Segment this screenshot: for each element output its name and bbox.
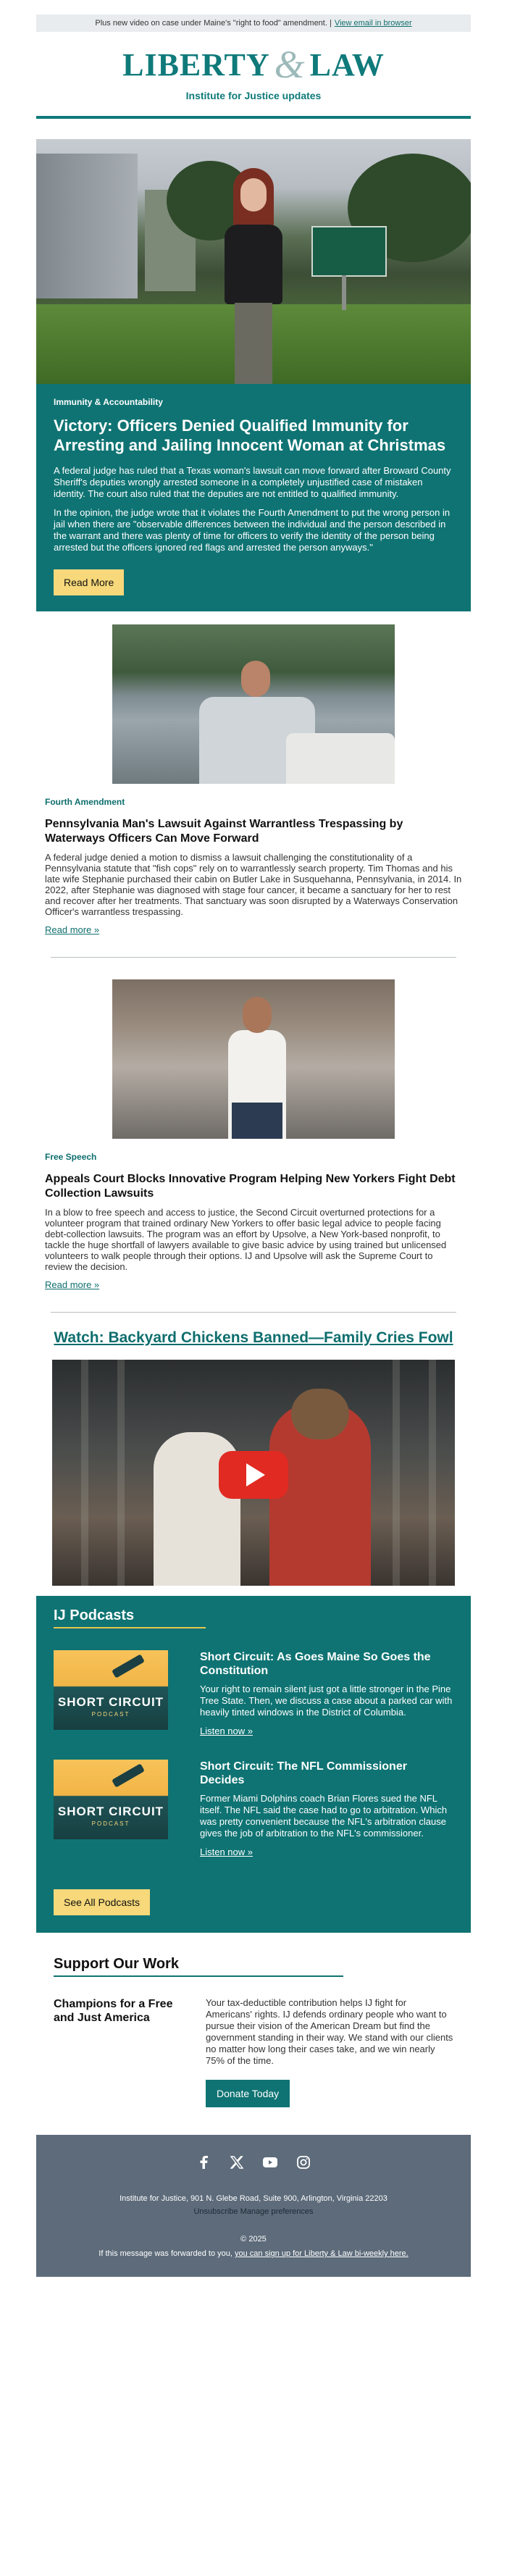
article-1-title[interactable]: Pennsylvania Man's Lawsuit Against Warrantless Trespassing by Waterways Officers Can Move Forward [45,818,403,845]
hero-title[interactable]: Victory: Officers Denied Qualified Immunity for Arresting and Jailing Innocent Woman at Christmas [54,417,446,454]
social-links [51,2155,456,2170]
facebook-icon[interactable] [196,2155,211,2170]
article-fourth-amendment [36,611,471,937]
donate-today-button[interactable]: Donate Today [206,2080,290,2107]
podcast-thumb-title: SHORT CIRCUIT [57,1695,164,1709]
podcasts-heading-underline [54,1627,206,1628]
preheader-text: Plus new video on case under Maine's "right to food" amendment. | [95,19,332,28]
article-2-image[interactable] [112,979,395,1139]
podcast-2-title[interactable]: Short Circuit: The NFL Commissioner Decides [200,1760,407,1786]
article-free-speech [36,958,471,1292]
article-1-man-head [241,661,270,697]
x-icon[interactable] [230,2155,244,2170]
podcast-thumb-subtitle: PODCAST [91,1820,130,1827]
video-person-right-head [291,1389,349,1439]
article-1-boat [286,733,395,784]
podcast-item [54,1650,453,1738]
logo-subtitle: Institute for Justice updates [185,90,322,101]
podcast-item [54,1760,453,1859]
newsletter-header [36,32,471,109]
logo-liberty: LIBERTY [122,46,270,83]
support-section [36,1956,471,2129]
logo-law: LAW [309,46,385,83]
view-in-browser-link[interactable]: View email in browser [334,19,412,28]
liberty-law-logo[interactable] [36,42,471,87]
hero-image[interactable] [36,139,471,384]
article-2-title[interactable]: Appeals Court Blocks Innovative Program Helping New Yorkers Fight Debt Collection Lawsuits [45,1173,456,1200]
youtube-icon[interactable] [263,2155,277,2170]
article-2-man-head [243,997,272,1033]
short-circuit-podcast-thumb[interactable] [54,1760,168,1839]
hero-read-more-button[interactable]: Read More [54,569,124,595]
unsubscribe-link[interactable]: Unsubscribe [193,2207,238,2216]
forward-prefix: If this message was forwarded to you, [99,2249,232,2258]
article-2-read-more-link[interactable]: Read more » [45,1279,100,1290]
manage-preferences-link[interactable]: Manage preferences [240,2207,314,2216]
support-body: Your tax-deductible contribution helps IJ fight for Americans' rights. IJ defends ordinary people who want to pursue their vision of the American Dream but find the government standing in their way. We stand with our clients no matter how long their cases take, and we win nearly 75% of the time. [206,1997,453,2066]
support-heading-underline [54,1975,343,1977]
footer-links [51,2207,456,2216]
podcast-1-description: Your right to remain silent just got a little stronger in the Pine Tree State. Then, we discuss a case about a parked car with heavily tinted windows in the District of Columbia. [200,1684,453,1718]
hero-building [36,154,138,298]
hero-tag: Immunity & Accountability [54,397,163,407]
signup-link[interactable]: you can sign up for Liberty & Law bi-weekly here. [235,2249,408,2258]
header-divider [36,116,471,119]
podcast-thumb-subtitle: PODCAST [91,1711,130,1718]
podcast-1-listen-link[interactable]: Listen now » [200,1726,253,1736]
hero-story [36,384,471,611]
article-1-read-more-link[interactable]: Read more » [45,924,100,935]
article-1-tag: Fourth Amendment [45,797,125,807]
footer [36,2135,471,2277]
podcast-2-description: Former Miami Dolphins coach Brian Flores sued the NFL itself. The NFL said the case had to go to arbitration. Which was pretty convenient because the NFL's arbitration clause gives the job of arbitration to the NFL's commissioner. [200,1793,448,1839]
podcast-1-title[interactable]: Short Circuit: As Goes Maine So Goes the Constitution [200,1651,431,1677]
gavel-icon [112,1763,145,1787]
instagram-icon[interactable] [296,2155,311,2170]
article-2-man-legs [232,1103,282,1139]
video-title-link[interactable]: Watch: Backyard Chickens Banned—Family Cries Fowl [54,1329,453,1346]
see-all-podcasts-button[interactable]: See All Podcasts [54,1889,150,1915]
gavel-icon [112,1654,145,1678]
hero-paragraph-1: A federal judge has ruled that a Texas woman's lawsuit can move forward after Broward County Sheriff's deputies wrongly arrested someone in a completely unjustified case of mistaken identity. The court also ruled that the deputies are not entitled to qualified immunity. [54,465,451,499]
podcasts-heading: IJ Podcasts [54,1607,135,1623]
article-2-tag: Free Speech [45,1152,97,1162]
hero-paragraph-2: In the opinion, the judge wrote that it violates the Fourth Amendment to put the wrong person in jail when there are "observable differences between the individual and the person described in the warrant and there was plenty of time for officers to verify the identity of the person being arrested but the officers ignored red flags and arrested the person anyways." [54,507,451,553]
footer-forward-note [51,2249,456,2258]
section-divider [51,1312,456,1313]
podcast-2-listen-link[interactable]: Listen now » [200,1847,253,1857]
video-thumbnail[interactable] [52,1360,455,1586]
hero-woman-figure [217,168,290,384]
podcasts-section [36,1596,471,1933]
play-icon[interactable] [219,1451,288,1499]
podcast-thumb-title: SHORT CIRCUIT [57,1805,164,1818]
article-2-body: In a blow to free speech and access to justice, the Second Circuit overturned protections for a volunteer program that trained ordinary New Yorkers to offer basic legal advice to people facing debt-collection lawsuits. The program was an effort by Upsolve, a New York-based nonprofit, to tackle the huge shortfall of lawyers available to give basic advice by using trained but unlicensed volunteers to walk people through their options. IJ and Upsolve will ask the Supreme Court to review the decision. [45,1207,447,1272]
article-1-body: A federal judge denied a motion to dismiss a lawsuit challenging the constitutionality of a Pennsylvania statute that "fish cops" rely on to warrantlessly search property. Tim Thomas and his late wife Stephanie purchased their cabin on Butler Lake in Susquehanna, Pennsylvania, in 2014. In 2022, after Stephanie was diagnosed with stage four cancer, it became a sanctuary for her to rest and recover after her treatments. That sanctuary was soon disrupted by a Waterways Conservation Officer's warrantless trespassing. [45,852,462,917]
article-1-image[interactable] [112,624,395,784]
preheader-bar [36,14,471,32]
hero-sign [311,226,387,277]
footer-address: Institute for Justice, 901 N. Glebe Road, Suite 900, Arlington, Virginia 22203 [120,2194,387,2203]
footer-copyright: © 2025 [240,2235,267,2243]
support-tagline: Champions for a Free and Just America [54,1998,173,2024]
short-circuit-podcast-thumb[interactable] [54,1650,168,1730]
support-heading: Support Our Work [54,1956,179,1972]
logo-ampersand: & [274,43,306,86]
